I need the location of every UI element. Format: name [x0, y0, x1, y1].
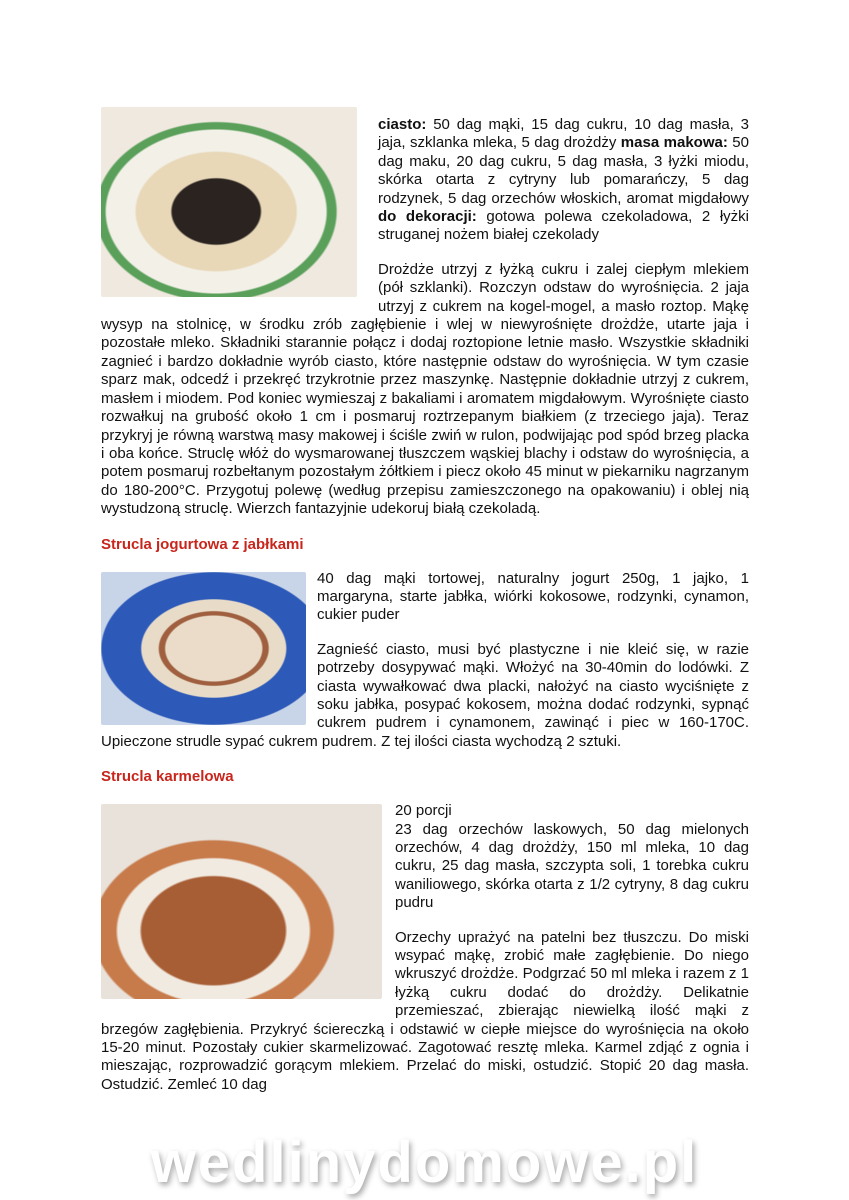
recipe2-ingredients: 40 dag mąki tortowej, naturalny jogurt 250g, 1 jajko, 1 margaryna, starte jabłka, wiórki kokosowe, rodzynki, cynamon, cukier puder [317, 569, 749, 624]
recipe2-method: Zagnieść ciasto, musi być plastyczne i nie kleić się, w razie potrzeby dosypywać mąki. Włożyć na 30-40min do lodówki. Z ciasta wywałkować dwa placki, nałożyć na ciasto wyciśnięte z soku jabłka, posypać kokosem, można dodać rodzynki, sypnąć cukrem pudrem i cynamonem, zawinąć i piec w 160-170C. Upieczone strudle sypać cukrem pudrem. Z tej ilości ciasta wychodzą 2 sztuki. [101, 640, 749, 750]
ingredients-dough: 50 dag mąki, 15 dag cukru, 10 dag masła, 3 jaja, szklanka mleka, 5 dag drożdży [378, 116, 749, 152]
document-body [101, 116, 749, 1094]
label-decor: do dekoracji: [378, 208, 477, 226]
caramel-strudel-photo [101, 804, 382, 999]
recipe2-title: Strucla jogurtowa z jabłkami [101, 535, 304, 553]
watermark: wedlinydomowe.pl [150, 1130, 699, 1195]
ingredients-decor: gotowa polewa czekoladowa, 2 łyżki struganej nożem białej czekolady [378, 208, 749, 244]
label-poppy: masa makowa: [620, 134, 728, 152]
recipe1-method: Drożdże utrzyj z łyżką cukru i zalej ciepłym mlekiem (pół szklanki). Rozczyn odstaw do wyrośnięcia. 2 jaja utrzyj z cukrem na kogel-mogel, a masło roztop. Mąkę wysyp na stolnicę, w środku zrób zagłębienie i wlej w niewyrośnięte drożdże, utarte jaja i pozostałe mleko. Składniki starannie połącz i dodaj roztopione letnie masło. Wszystkie składniki zagnieć i bardzo dokładnie wyrób ciasto, które następnie odstaw do wyrośnięcia. W tym czasie sparz mak, odcedź i przekręć trzykrotnie przez maszynkę. Następnie dokładnie utrzyj z cukrem, masłem i miodem. Pod koniec wymieszaj z bakaliami i aromatem migdałowym. Wyrośnięte ciasto rozwałkuj na grubość około 1 cm i posmaruj roztrzepanym białkiem (z trzeciego jaja). Teraz przykryj je równą warstwą masy makowej i ściśle zwiń w rulon, podwijając pod spód brzeg placka i oba końce. Struclę włóż do wysmarowanej tłuszczem wąskiej blachy i odstaw do wyrośnięcia, a potem posmaruj rozbełtanym pozostałym żółtkiem i piecz około 45 minut w piekarniku nagrzanym do 180-200°C. Przygotuj polewę (według przepisu zamieszczonego na opakowaniu) i oblej nią wystudzoną struclę. Wierzch fantazyjnie udekoruj białą czekoladą. [101, 260, 749, 518]
servings: 20 porcji [395, 802, 452, 820]
recipe3-title: Strucla karmelowa [101, 768, 234, 786]
poppy-seed-cake-photo [101, 107, 357, 297]
recipe3-method: Orzechy uprażyć na patelni bez tłuszczu. Do miski wsypać mąkę, zrobić małe zagłębienie. Do niego wkruszyć drożdże. Podgrzać 50 ml mleka i razem z 1 łyżką cukru dodać do drożdży. Delikatnie przemieszać, zbierając niewielką ilość mąki z brzegów zagłębienia. Przykryć ściereczką i odstawić w ciepłe miejsce do wyrośnięcia na około 15-20 minut. Pozostały cukier skarmelizować. Zagotować resztę mleka. Karmel zdjąć z ognia i mieszając, rozprowadzić gorącym mlekiem. Przelać do miski, ostudzić. Stopić 20 dag masła. Ostudzić. Zemleć 10 dag [101, 928, 749, 1093]
label-dough: ciasto: [378, 116, 427, 133]
yogurt-strudel-photo [101, 572, 306, 725]
ingredients-poppy: 50 dag maku, 20 dag cukru, 5 dag masła, 3 łyżki miodu, skórka otarta z cytryny lub pomarańczy, 5 dag rodzynek, 5 dag orzechów włoskich, aromat migdałowy [378, 134, 749, 207]
ingredients: 23 dag orzechów laskowych, 50 dag mielonych orzechów, 4 dag drożdży, 150 ml mleka, 10 dag cukru, 25 dag masła, szczypta soli, 1 torebka cukru waniliowego, skórka otarta z 1/2 cytryny, 8 dag cukru pudru [395, 820, 749, 912]
